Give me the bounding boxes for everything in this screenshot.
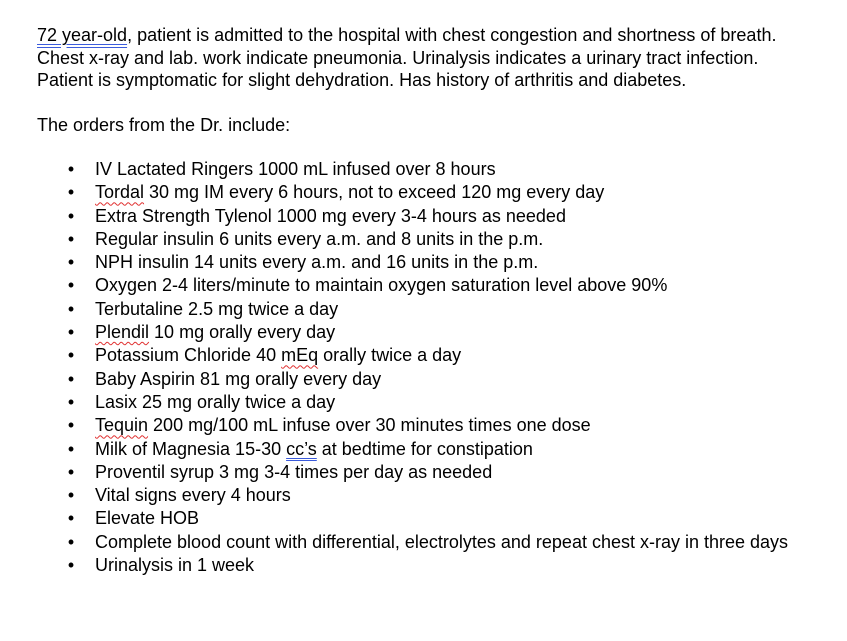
order-item: • Oxygen 2-4 liters/minute to maintain oxygen saturation level above 90%	[37, 274, 797, 297]
bullet-icon: •	[67, 322, 75, 343]
bullet-icon: •	[67, 159, 75, 179]
bullet-icon: •	[67, 415, 75, 436]
order-item: • Lasix 25 mg orally twice a day	[37, 391, 797, 414]
order-item: • Terbutaline 2.5 mg twice a day	[37, 298, 797, 321]
intro-text: , patient is admitted to the hospital with chest congestion and shortness of breath. Chest x-ray and lab. work indicate pneumonia. Urinalysis indicates a urinary tract infection. Patient is symptomatic for slight dehydration. Has history of arthritis and diabetes.	[37, 25, 777, 90]
order-item: • Baby Aspirin 81 mg orally every day	[37, 368, 797, 391]
order-item: • Milk of Magnesia 15-30 cc’s at bedtime for constipation	[37, 438, 797, 461]
order-item: • Urinalysis in 1 week	[37, 554, 797, 577]
order-item: • Regular insulin 6 units every a.m. and 8 units in the p.m.	[37, 228, 797, 251]
bullet-icon: •	[67, 391, 75, 412]
grammar-flag: cc’s	[286, 438, 317, 459]
patient-age: 72 year-old	[37, 25, 128, 45]
order-item: • Complete blood count with differential, electrolytes and repeat chest x-ray in three days	[37, 531, 797, 554]
bullet-icon: •	[67, 531, 75, 552]
order-item: • Plendil 10 mg orally every day	[37, 321, 797, 344]
bullet-icon: •	[67, 345, 75, 366]
order-item: • IV Lactated Ringers 1000 mL infused over 8 hours	[37, 158, 797, 181]
misspelled-word: mEq	[281, 345, 319, 366]
document-page	[37, 24, 797, 577]
bullet-icon: •	[67, 485, 75, 506]
bullet-icon: •	[67, 368, 75, 389]
bullet-icon: •	[67, 205, 75, 226]
bullet-icon: •	[67, 508, 75, 529]
misspelled-word: Tequin	[95, 415, 149, 436]
bullet-icon: •	[67, 461, 75, 482]
bullet-icon: •	[67, 228, 75, 249]
bullet-icon: •	[67, 275, 75, 296]
order-item: • Extra Strength Tylenol 1000 mg every 3-4 hours as needed	[37, 205, 797, 228]
order-item: • Proventil syrup 3 mg 3-4 times per day as needed	[37, 461, 797, 484]
bullet-icon: •	[67, 438, 75, 459]
order-item: • Potassium Chloride 40 mEq orally twice a day	[37, 344, 797, 367]
order-item: • Tordal 30 mg IM every 6 hours, not to exceed 120 mg every day	[37, 181, 797, 204]
order-item: • Elevate HOB	[37, 507, 797, 530]
order-item: • NPH insulin 14 units every a.m. and 16 units in the p.m.	[37, 251, 797, 274]
bullet-icon: •	[67, 555, 75, 576]
orders-heading: The orders from the Dr. include:	[37, 114, 291, 135]
bullet-icon: •	[67, 182, 75, 203]
bullet-icon: •	[67, 298, 75, 319]
order-item: • Tequin 200 mg/100 mL infuse over 30 minutes times one dose	[37, 414, 797, 437]
misspelled-word: Tordal	[95, 182, 145, 203]
order-item: • Vital signs every 4 hours	[37, 484, 797, 507]
intro-paragraph	[37, 24, 797, 92]
orders-list	[37, 158, 797, 577]
bullet-icon: •	[67, 252, 75, 273]
misspelled-word: Plendil	[95, 322, 150, 343]
